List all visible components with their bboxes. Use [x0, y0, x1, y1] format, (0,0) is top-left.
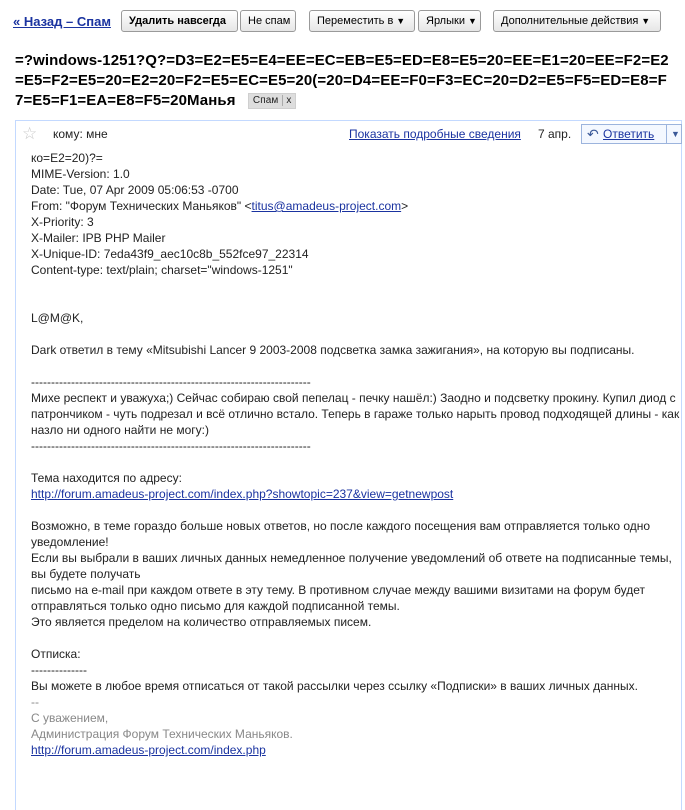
from-email-link[interactable]: titus@amadeus-project.com [251, 199, 402, 213]
signature-dash: -- [31, 695, 39, 709]
header-line: Date: Tue, 07 Apr 2009 05:06:53 -0700 [31, 183, 239, 197]
delete-forever-button[interactable] [121, 10, 238, 32]
signature-link[interactable]: http://forum.amadeus-project.com/index.php [31, 743, 266, 757]
signature-admin: Администрация Форум Технических Маньяков. [31, 727, 293, 741]
delete-forever-label: Удалить навсегда [129, 15, 226, 27]
spam-label-chip [248, 93, 297, 109]
labels-label: Ярлыки [426, 15, 465, 27]
toolbar [0, 0, 685, 44]
more-actions-button[interactable] [493, 10, 661, 32]
from-suffix: > [401, 199, 409, 213]
header-line: ко=E2=20)?= [31, 151, 103, 165]
from-prefix: From: "Форум Технических Маньяков" < [31, 199, 252, 213]
header-line: X-Mailer: IPB PHP Mailer [31, 231, 166, 245]
divider: ---------------------------------------------------------------------- [31, 375, 311, 389]
greeting: L@M@K, [31, 311, 84, 325]
star-icon[interactable]: ☆ [22, 124, 38, 143]
spam-label-text: Спам [252, 95, 279, 106]
header-line: Content-type: text/plain; charset="windows-1251" [31, 263, 293, 277]
reply-arrow-icon: ↶ [587, 126, 599, 142]
signature-regards: С уважением, [31, 711, 109, 725]
chevron-down-icon: ▼ [467, 16, 477, 26]
info-text: Возможно, в теме гораздо больше новых ответов, но после каждого посещения вам отправляется только одно уведомление! [31, 519, 651, 549]
message-subject [15, 51, 675, 111]
info-text: письмо на e-mail при каждом ответе в эту тему. В противном случае между вашими визитами на форум будет отправляться только одно письмо для каждой подписанной темы. [31, 583, 646, 613]
more-actions-label: Дополнительные действия [501, 15, 639, 27]
not-spam-label: Не спам [248, 15, 291, 27]
reply-divider [666, 125, 667, 143]
labels-button[interactable] [418, 10, 481, 32]
header-line: X-Unique-ID: 7eda43f9_aec10c8b_552fce97_22314 [31, 247, 309, 261]
chevron-down-icon[interactable]: ▼ [671, 129, 680, 139]
recipient-line: кому: мне [53, 127, 108, 141]
remove-label-button[interactable]: x [282, 95, 291, 106]
chevron-down-icon: ▼ [396, 16, 406, 26]
message-body [31, 150, 681, 758]
info-text: Это является пределом на количество отправляемых писем. [31, 615, 372, 629]
reply-label: Ответить [603, 127, 655, 141]
header-line: MIME-Version: 1.0 [31, 167, 130, 181]
chevron-down-icon: ▼ [641, 16, 651, 26]
info-text: Если вы выбрали в ваших личных данных немедленное получение уведомлений об ответе на подписанные темы, вы будете получать [31, 551, 672, 581]
unsubscribe-title: Отписка: [31, 647, 81, 661]
topic-label: Тема находится по адресу: [31, 471, 182, 485]
topic-link[interactable]: http://forum.amadeus-project.com/index.php?showtopic=237&view=getnewpost [31, 487, 454, 501]
move-to-button[interactable] [309, 10, 415, 32]
divider: ---------------------------------------------------------------------- [31, 439, 311, 453]
header-line: X-Priority: 3 [31, 215, 94, 229]
quoted-post: Михе респект и уважуха;) Сейчас собираю свой пепелац - печку нашёл:) Заодно и подсветку прокину. Купил диод с патрончиком - чуть подрезал и всё отлично встало. Теперь в гараже только нарыть провод подходящей длины - как назло ни одного найти не могу:) [31, 391, 680, 437]
show-details-link[interactable]: Показать подробные сведения [349, 127, 521, 141]
subject-text: =?windows-1251?Q?=D3=E2=E5=E4=EE=EC=EB=E5=ED=E8=E5=20=EE=E1=20=EE=F2=E2=E5=F2=E5=20=E2=20=F2=E5=EC=E5=20(=20=D4=EE=F0=F3=EC=20=D2=E5=F5=ED=E8=F7=E5=F1=EA=E8=F5=20Манья [15, 52, 669, 109]
intro-text: Dark ответил в тему «Mitsubishi Lancer 9 2003-2008 подсветка замка зажигания», на которую вы подписаны. [31, 343, 635, 357]
from-line [31, 198, 681, 214]
message-date: 7 апр. [538, 127, 572, 141]
back-to-spam-link[interactable]: « Назад – Спам [13, 14, 111, 29]
reply-button[interactable] [581, 124, 682, 144]
not-spam-button[interactable] [240, 10, 296, 32]
unsubscribe-divider: -------------- [31, 663, 87, 677]
move-to-label: Переместить в [317, 15, 394, 27]
unsubscribe-text: Вы можете в любое время отписаться от такой рассылки через ссылку «Подписки» в ваших личных данных. [31, 679, 639, 693]
